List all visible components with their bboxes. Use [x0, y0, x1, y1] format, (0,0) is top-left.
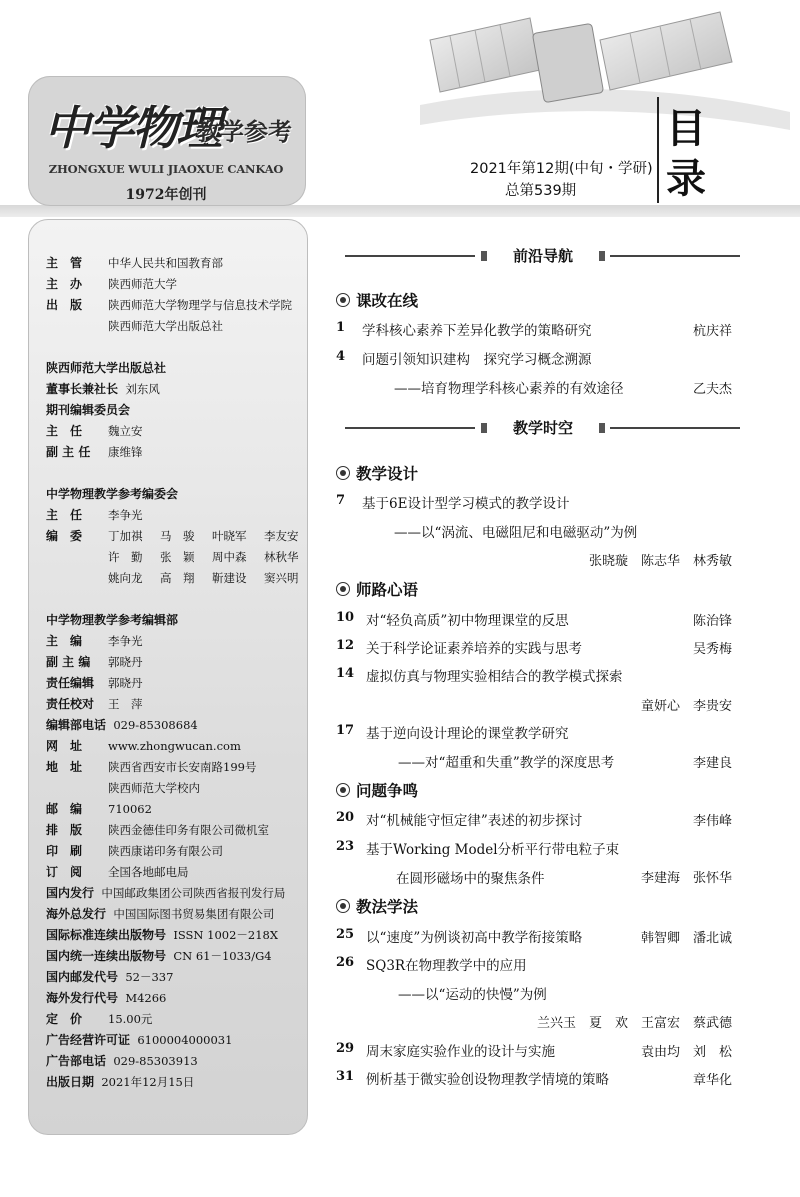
masthead-row: 出 版 陕西师范大学物理学与信息技术学院: [46, 298, 292, 312]
article-title[interactable]: 以“速度”为例谈初高中教学衔接策略: [366, 930, 583, 946]
article-page: 31: [336, 1069, 355, 1084]
article-author: 韩智卿 潘北诚: [640, 931, 732, 946]
masthead-row: 国内邮发代号 52－337: [46, 970, 174, 984]
bullet-icon: [336, 466, 350, 480]
article-title[interactable]: 周末家庭实验作业的设计与实施: [366, 1044, 555, 1060]
category-heading: 问题争鸣: [336, 779, 418, 801]
article-title[interactable]: 基于Working Model分析平行带电粒子束: [366, 842, 620, 858]
article-page: 17: [336, 723, 355, 738]
masthead-row: 海外发行代号 M4266: [46, 991, 167, 1005]
section-title: 教学时空: [493, 417, 593, 439]
masthead-row: 副 主 任 康维锋: [46, 445, 143, 459]
masthead-row: 主 办 陕西师范大学: [46, 277, 177, 291]
masthead-row: 海外总发行 中国国际图书贸易集团有限公司: [46, 907, 275, 921]
section-banner: [345, 417, 740, 439]
article-title[interactable]: SQ3R在物理教学中的应用: [366, 958, 527, 974]
journal-logo: 中学物理: [44, 101, 220, 155]
article-page: 12: [336, 638, 355, 653]
satellite-illustration: [420, 0, 790, 150]
masthead-row: 陕西师范大学出版总社: [108, 319, 223, 333]
masthead-row: 出版日期 2021年12月15日: [46, 1075, 195, 1089]
masthead-row: 主 管 中华人民共和国教育部: [46, 256, 223, 270]
masthead-row: 地 址 陕西省西安市长安南路199号: [46, 760, 257, 774]
issue-number: 2021年第12期(中旬・学研): [470, 161, 653, 177]
section-banner: [345, 245, 740, 267]
article-page: 4: [336, 349, 346, 364]
masthead-row: 订 阅 全国各地邮电局: [46, 865, 189, 879]
article-page: 7: [336, 493, 346, 508]
article-author: 陈治锋: [692, 614, 732, 629]
masthead-row: 定 价 15.00元: [46, 1012, 153, 1026]
bullet-icon: [336, 783, 350, 797]
article-page: 29: [336, 1041, 355, 1056]
journal-logo-subtitle: 教学参考: [196, 118, 292, 146]
article-author: 李伟峰: [692, 814, 732, 829]
article-page: 14: [336, 666, 355, 681]
editorial-board-row: 许 勤 张 颖 周中森 林秋华: [108, 550, 299, 564]
banner-rule: [345, 255, 475, 257]
masthead-heading: 陕西师范大学出版总社: [46, 361, 167, 375]
article-page: 1: [336, 320, 346, 335]
masthead-row: 网 址 www.zhongwucan.com: [46, 739, 241, 753]
masthead-heading: 中学物理教学参考编委会: [46, 487, 179, 501]
section-title: 前沿导航: [493, 245, 593, 267]
title-divider: [657, 97, 659, 203]
masthead-row: 印 刷 陕西康诺印务有限公司: [46, 844, 223, 858]
article-page: 25: [336, 927, 355, 942]
masthead-row: 国内统一连续出版物号 CN 61－1033/G4: [46, 949, 272, 963]
masthead-row: 副 主 编 郭晓丹: [46, 655, 143, 669]
article-subtitle: ——培育物理学科核心素养的有效途径: [394, 381, 624, 397]
editorial-board-row: 姚向龙 高 翔 靳建设 窦兴明: [108, 571, 299, 585]
article-author: 兰兴玉 夏 欢 王富宏 蔡武德: [536, 1016, 732, 1031]
masthead-row: 陕西师范大学校内: [108, 781, 200, 795]
article-title[interactable]: 虚拟仿真与物理实验相结合的教学模式探索: [366, 669, 623, 685]
masthead-row: 责任编辑 郭晓丹: [46, 676, 143, 690]
banner-rule: [610, 427, 740, 429]
article-author: 李建海 张怀华: [640, 871, 732, 886]
masthead-row: 邮 编 710062: [46, 802, 152, 816]
masthead-heading: 期刊编辑委员会: [46, 403, 131, 417]
article-subtitle: ——以“涡流、电磁阻尼和电磁驱动”为例: [394, 525, 638, 541]
article-author: 张晓璇 陈志华 林秀敏: [588, 554, 732, 569]
article-page: 23: [336, 839, 355, 854]
total-issue-number: 总第539期: [505, 183, 577, 199]
article-title[interactable]: 问题引领知识建构 探究学习概念溯源: [362, 352, 592, 368]
article-author: 乙夫杰: [692, 382, 732, 397]
category-heading: 课改在线: [336, 289, 418, 311]
masthead-row: 主 任 李争光: [46, 508, 143, 522]
article-title[interactable]: 对“机械能守恒定律”表述的初步探讨: [366, 813, 583, 829]
masthead-row: 国内发行 中国邮政集团公司陕西省报刊发行局: [46, 886, 286, 900]
article-subtitle: 在圆形磁场中的聚焦条件: [396, 871, 545, 887]
article-subtitle: ——以“运动的快慢”为例: [398, 987, 547, 1003]
article-author: 李建良: [692, 756, 732, 771]
category-heading: 教学设计: [336, 462, 418, 484]
article-title[interactable]: 关于科学论证素养培养的实践与思考: [366, 641, 582, 657]
bullet-icon: [336, 899, 350, 913]
editorial-board-row: 丁加祺 马 骏 叶晓军 李友安: [108, 529, 299, 543]
masthead-row: 董事长兼社长 刘东风: [46, 382, 160, 396]
article-title[interactable]: 例析基于微实验创设物理教学情境的策略: [366, 1072, 609, 1088]
masthead-row: 编辑部电话 029-85308684: [46, 718, 198, 732]
masthead-row: 国际标准连续出版物号 ISSN 1002－218X: [46, 928, 279, 942]
article-page: 20: [336, 810, 355, 825]
banner-rule: [610, 255, 740, 257]
masthead-row: 主 编 李争光: [46, 634, 143, 648]
article-author: 吴秀梅: [692, 642, 732, 657]
masthead-row: 主 任 魏立安: [46, 424, 143, 438]
bullet-icon: [336, 293, 350, 307]
masthead-row: 广告部电话 029-85303913: [46, 1054, 198, 1068]
article-author: 童妍心 李贵安: [640, 699, 732, 714]
article-page: 10: [336, 610, 355, 625]
masthead-row: 责任校对 王 萍: [46, 697, 143, 711]
category-heading: 教法学法: [336, 895, 418, 917]
article-subtitle: ——对“超重和失重”教学的深度思考: [398, 755, 615, 771]
article-author: 袁由均 刘 松: [640, 1045, 732, 1060]
article-title[interactable]: 对“轻负高质”初中物理课堂的反思: [366, 613, 569, 629]
masthead-heading: 中学物理教学参考编辑部: [46, 613, 179, 627]
article-author: 杭庆祥: [692, 324, 732, 339]
header-band: [0, 205, 800, 217]
masthead-row: 编 委 丁加祺 马 骏 叶晓军 李友安: [46, 529, 316, 543]
banner-rule: [345, 427, 475, 429]
article-title[interactable]: 学科核心素养下差异化教学的策略研究: [362, 323, 592, 339]
masthead-row: 广告经营许可证 6100004000031: [46, 1033, 233, 1047]
article-title[interactable]: 基于逆向设计理论的课堂教学研究: [366, 726, 569, 742]
journal-pinyin: ZHONGXUE WULI JIAOXUE CANKAO: [48, 162, 284, 176]
article-author: 章华化: [692, 1073, 732, 1088]
masthead-row: 排 版 陕西金德佳印务有限公司微机室: [46, 823, 269, 837]
bullet-icon: [336, 582, 350, 596]
article-page: 26: [336, 955, 355, 970]
founded-year: 1972年创刊: [125, 187, 207, 203]
toc-title: 目录: [666, 106, 706, 202]
category-heading: 师路心语: [336, 578, 418, 600]
article-title[interactable]: 基于6E设计型学习模式的教学设计: [362, 496, 570, 512]
